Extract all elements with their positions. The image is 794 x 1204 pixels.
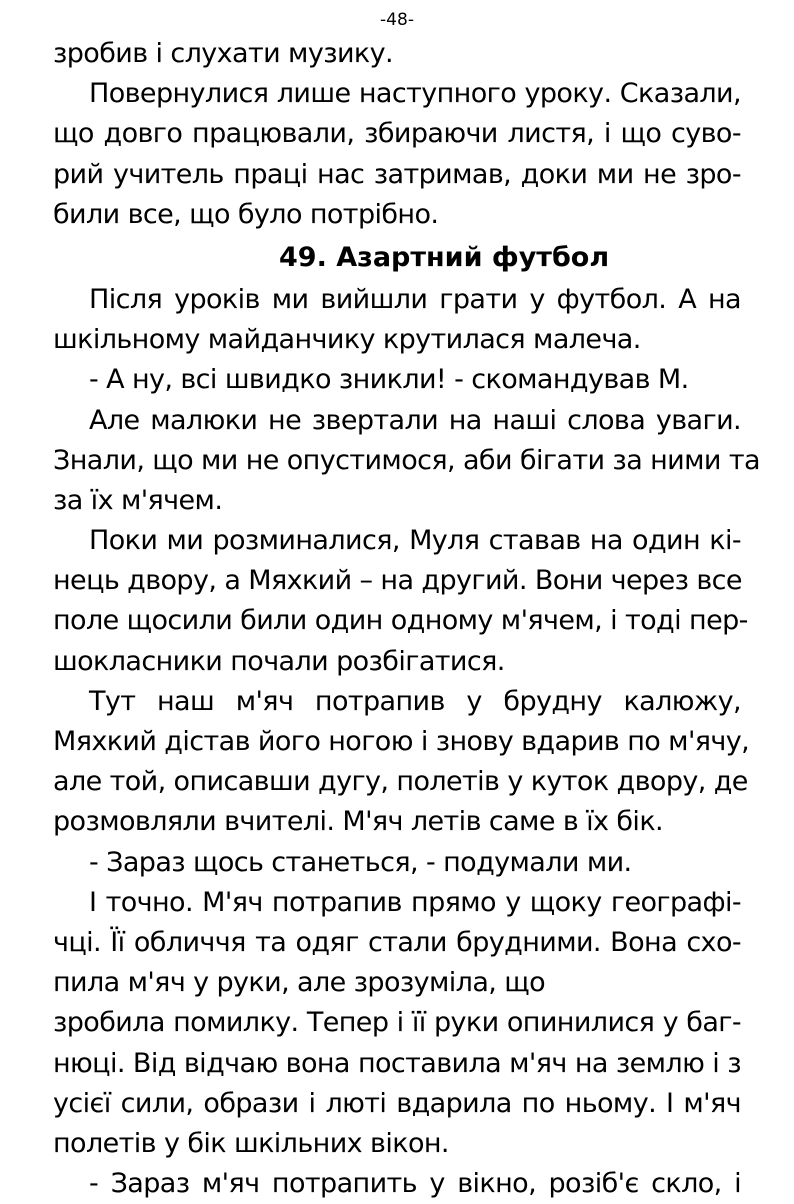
text-line: били все, що було потрібно. (53, 198, 439, 230)
text-line: Після уроків ми вийшли грати у футбол. А на (89, 283, 741, 315)
text-line: - А ну, всі швидко зникли! - скомандував М. (89, 364, 689, 396)
text-line: полетів у бік шкільних вікон. (53, 1127, 449, 1159)
text-line: усієї сили, образи і люті вдарила по ньому. І м'яч (53, 1087, 741, 1119)
text-line: розмовляли вчителі. М'яч летів саме в їх бік. (53, 806, 664, 838)
text-line: Повернулися лише наступного уроку. Сказали, (89, 78, 741, 110)
text-line: чці. Її обличчя та одяг стали брудними. Вона схо- (53, 926, 741, 958)
text-line: - Зараз м'яч потрапить у вікно, розіб'є скло, і (89, 1168, 741, 1200)
page-body (53, 34, 760, 1204)
text-line: Але малюки не звертали на наші слова уваги. (89, 404, 741, 436)
text-line: шокласники почали розбігатися. (53, 645, 505, 677)
text-line: - Зараз щось станеться, - подумали ми. (89, 846, 632, 878)
previous-story-ending (53, 34, 741, 235)
text-line: зробив і слухати музику. (53, 38, 393, 69)
text-line: Тут наш м'яч потрапив у брудну калюжу, (89, 685, 741, 717)
text-line: Мяхкий дістав його ногою і знову вдарив по м'ячу, (53, 726, 750, 757)
text-line: зробила помилку. Тепер і її руки опинилися у баг- (53, 1007, 741, 1039)
text-line: нюці. Від відчаю вона поставила м'яч на землю і з (53, 1047, 741, 1079)
text-line: Поки ми розминалися, Муля ставав на один кі- (89, 525, 741, 557)
text-line: за їх м'ячем. (53, 484, 223, 516)
text-line: поле щосили били один одному м'ячем, і тоді пер- (53, 605, 748, 637)
text-line: пила м'яч у руки, але зрозуміла, що (53, 967, 545, 999)
text-line: шкільному майданчику крутилася малеча. (53, 324, 641, 356)
text-line: І точно. М'яч потрапив прямо у щоку географі- (89, 886, 741, 918)
text-line: нець двору, а Мяхкий – на другий. Вони через все (53, 565, 742, 597)
text-line: рий учитель праці нас затримав, доки ми не зро- (53, 158, 741, 190)
text-line: але той, описавши дугу, полетів у куток двору, де (53, 766, 748, 798)
page-number: -48- (380, 10, 414, 30)
text-line: що довго працювали, збираючи листя, і що суво- (53, 118, 741, 150)
story-heading: 49. Азартний футбол (279, 241, 610, 273)
story-body (53, 280, 760, 1204)
text-line: Знали, що ми не опустимося, аби бігати за ними та (53, 444, 760, 476)
